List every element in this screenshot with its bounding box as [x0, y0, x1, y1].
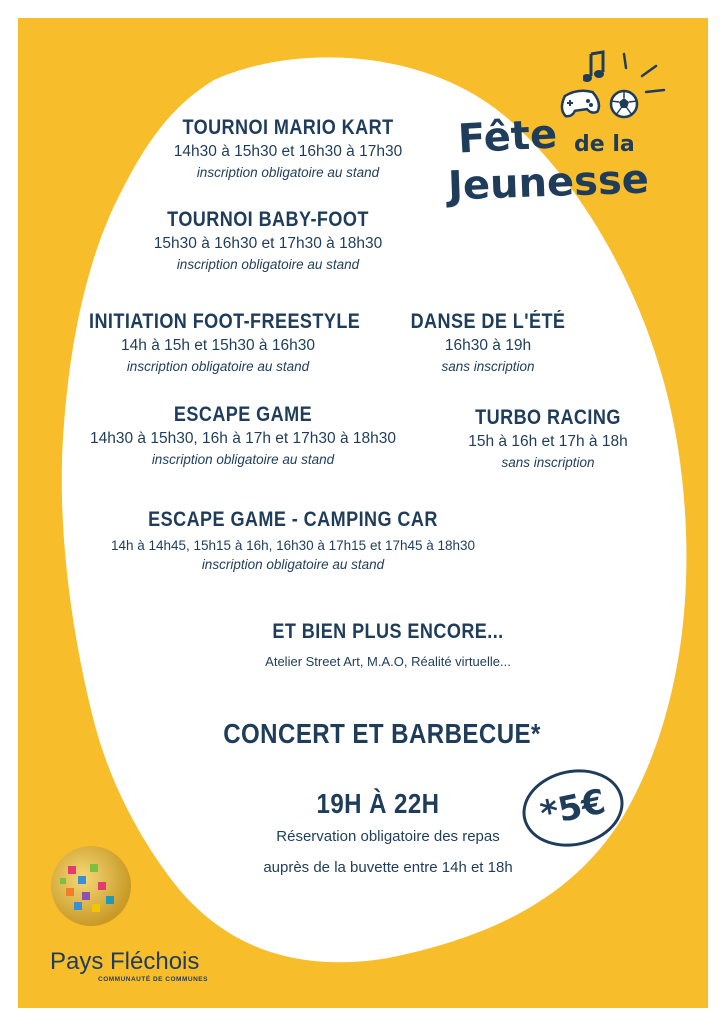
event-activities: Atelier Street Art, M.A.O, Réalité virtuelle...: [265, 654, 511, 669]
concert-line1: Réservation obligatoire des repas: [276, 828, 500, 845]
concert-heading: CONCERT ET BARBECUE*: [223, 718, 541, 749]
event-time: 15h30 à 16h30 et 17h30 à 18h30: [153, 235, 383, 252]
gamepad-icon: [558, 88, 602, 118]
event-title: DANSE DE L'ÉTÉ: [410, 310, 566, 333]
event-danse: [388, 310, 588, 374]
event-time: 14h30 à 15h30, 16h à 17h et 17h30 à 18h30: [90, 430, 396, 447]
event-title: ESCAPE GAME - CAMPING CAR: [148, 508, 438, 531]
logo-name: Pays Fléchois: [50, 948, 200, 975]
event-note: sans inscription: [441, 359, 535, 374]
poster: [18, 18, 708, 1008]
event-time: 16h30 à 19h: [444, 337, 532, 354]
concert-info: [198, 828, 578, 876]
concert-hours: 19H À 22H: [316, 788, 440, 819]
event-foot-freestyle: [68, 310, 368, 374]
event-note: sans inscription: [501, 455, 595, 470]
music-note-icon: [583, 50, 607, 84]
event-time: 14h à 15h et 15h30 à 16h30: [121, 337, 315, 354]
event-title: TURBO RACING: [475, 406, 621, 429]
event-note: inscription obligatoire au stand: [151, 452, 335, 467]
event-title: ET BIEN PLUS ENCORE...: [272, 620, 504, 643]
title-de-la: de la: [574, 132, 635, 157]
title-jeunesse: Jeunesse: [447, 156, 650, 210]
event-mario-kart: [138, 116, 438, 180]
concert-title: [198, 718, 558, 750]
event-note: inscription obligatoire au stand: [196, 165, 380, 180]
event-escape-camping: [68, 508, 518, 572]
event-more: [228, 620, 548, 669]
event-time: 14h30 à 15h30 et 16h30 à 17h30: [173, 143, 403, 160]
event-time: 14h à 14h45, 15h15 à 16h, 16h30 à 17h15 et 17h45 à 18h30: [110, 538, 476, 553]
event-note: inscription obligatoire au stand: [126, 359, 310, 374]
event-title: TOURNOI MARIO KART: [182, 116, 394, 139]
event-title: TOURNOI BABY-FOOT: [167, 208, 369, 231]
sparkle-lines-icon: [616, 48, 676, 98]
title-fete: Fête: [456, 111, 559, 163]
event-escape-game: [58, 403, 428, 467]
event-note: inscription obligatoire au stand: [201, 557, 385, 572]
event-time: 15h à 16h et 17h à 18h: [468, 433, 628, 450]
concert-line2: auprès de la buvette entre 14h et 18h: [263, 859, 513, 876]
event-note: inscription obligatoire au stand: [176, 257, 360, 272]
event-turbo-racing: [448, 406, 648, 470]
concert-hours-block: [278, 788, 478, 820]
disco-ball-logo-icon: [46, 836, 136, 936]
price-badge: *5€: [515, 760, 631, 856]
event-title: INITIATION FOOT-FREESTYLE: [89, 310, 361, 333]
event-title: ESCAPE GAME: [173, 403, 313, 426]
event-baby-foot: [118, 208, 418, 272]
logo-subtitle: COMMUNAUTÉ DE COMMUNES: [98, 976, 208, 983]
